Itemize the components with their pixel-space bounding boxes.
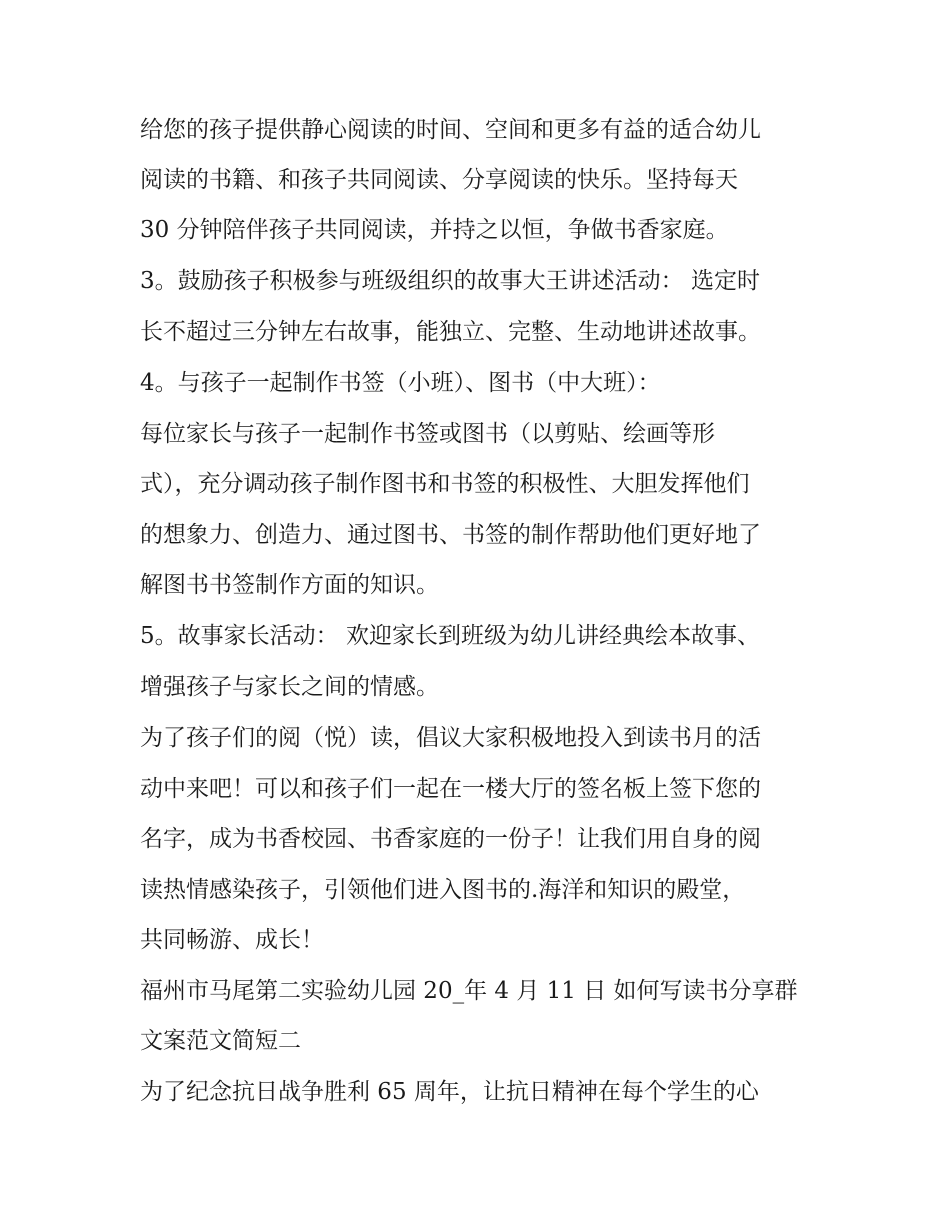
text-line: 阅读的书籍、和孩子共同阅读、分享阅读的快乐。坚持每天 xyxy=(140,167,738,193)
text-line: 30 分钟陪伴孩子共同阅读，并持之以恒，争做书香家庭。 xyxy=(140,217,729,243)
text-line: 5。故事家长活动： 欢迎家长到班级为幼儿讲经典绘本故事、 xyxy=(140,623,760,649)
text-line: 增强孩子与家长之间的情感。 xyxy=(140,674,439,700)
text-line: 的想象力、创造力、通过图书、书签的制作帮助他们更好地了 xyxy=(140,522,761,548)
text-line: 名字，成为书香校园、书香家庭的一份子！让我们用自身的阅 xyxy=(140,826,761,852)
text-line: 为了纪念抗日战争胜利 65 周年，让抗日精神在每个学生的心 xyxy=(140,1079,759,1105)
text-line: 给您的孩子提供静心阅读的时间、空间和更多有益的适合幼儿 xyxy=(140,117,761,143)
text-line: 4。与孩子一起制作书签（小班）、图书（中大班）： xyxy=(140,370,661,396)
text-line: 共同畅游、成长！ xyxy=(140,927,324,953)
text-line: 每位家长与孩子一起制作书签或图书（以剪贴、绘画等形 xyxy=(140,421,715,447)
text-line: 为了孩子们的阅（悦）读，倡议大家积极地投入到读书月的活 xyxy=(140,725,761,751)
text-line: 动中来吧！可以和孩子们一起在一楼大厅的签名板上签下您的 xyxy=(140,776,761,802)
text-line: 长不超过三分钟左右故事，能独立、完整、生动地讲述故事。 xyxy=(140,319,761,345)
text-line: 解图书书签制作方面的知识。 xyxy=(140,572,439,598)
text-line: 福州市马尾第二实验幼儿园 20_年 4 月 11 日 如何写读书分享群 xyxy=(140,978,798,1004)
text-line: 式），充分调动孩子制作图书和书签的积极性、大胆发挥他们 xyxy=(140,471,750,497)
text-line: 读热情感染孩子，引领他们进入图书的.海洋和知识的殿堂， xyxy=(140,877,746,903)
text-line: 文案范文简短二 xyxy=(140,1028,301,1054)
text-line: 3。鼓励孩子积极参与班级组织的故事大王讲述活动： 选定时 xyxy=(140,268,760,294)
